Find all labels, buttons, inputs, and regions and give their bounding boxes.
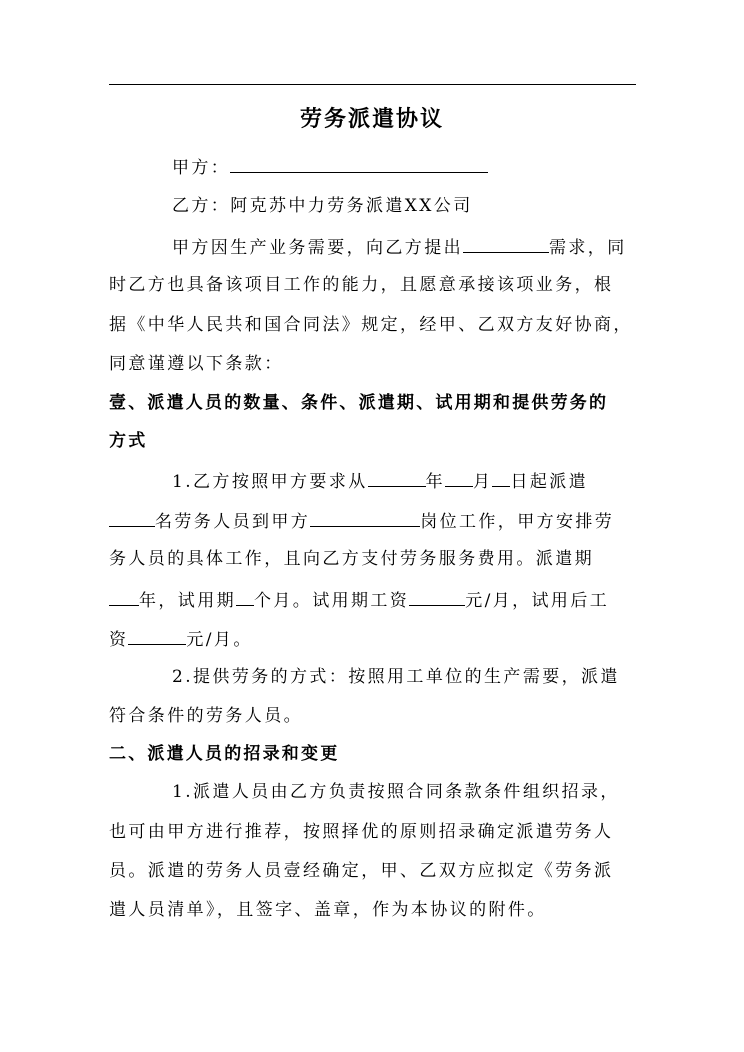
s2-item1-line-3: 员。派遣的劳务人员壹经确定，甲、乙双方应拟定《劳务派 xyxy=(109,861,614,881)
s1-item1-text-month: 月 xyxy=(473,472,493,492)
start-year-blank[interactable] xyxy=(368,470,426,487)
s1-item1-line-1 xyxy=(172,470,588,492)
document-title: 劳务派遣协议 xyxy=(299,106,444,132)
s1-item1-text-1a: 1.乙方按照甲方要求从 xyxy=(172,472,368,492)
s1-item1-text-5b: 元/月。 xyxy=(186,630,253,650)
s1-item1-line-2 xyxy=(109,510,614,532)
requirement-blank[interactable] xyxy=(463,236,549,253)
s2-item1-line-1: 1.派遣人员由乙方负责按照合同条款条件组织招录， xyxy=(172,782,620,802)
intro-line-4: 同意谨遵以下条款： xyxy=(109,354,284,374)
s1-item1-text-2a: 名劳务人员到甲方 xyxy=(155,512,311,532)
s1-item1-text-1d: 日起派遣 xyxy=(510,472,589,492)
start-day-blank[interactable] xyxy=(492,470,510,487)
party-a-label: 甲方： xyxy=(172,158,231,178)
s1-item2-line-2: 符合条件的劳务人员。 xyxy=(109,706,303,726)
start-month-blank[interactable] xyxy=(445,470,473,487)
s1-item1-text-5a: 资 xyxy=(109,630,129,650)
party-a-line xyxy=(172,156,488,178)
section-1-heading-line-2: 方式 xyxy=(109,431,148,451)
probation-wage-blank[interactable] xyxy=(409,589,465,606)
s1-item1-text-4b: 个月。试用期工资 xyxy=(254,591,410,611)
s1-item1-text-2b: 岗位工作，甲方安排劳 xyxy=(420,512,615,532)
intro-line-1 xyxy=(172,236,627,258)
position-blank[interactable] xyxy=(310,510,420,527)
s1-item1-line-4 xyxy=(109,589,609,611)
party-a-blank[interactable] xyxy=(230,156,488,173)
s1-item1-text-4a: 年，试用期 xyxy=(139,591,236,611)
s1-item1-line-3: 务人员的具体工作，且向乙方支付劳务服务费用。派遣期 xyxy=(109,549,594,569)
header-rule xyxy=(109,84,636,85)
s1-item2-line-1: 2.提供劳务的方式：按照用工单位的生产需要，派遣 xyxy=(172,667,620,687)
party-b-line: 乙方：阿克苏中力劳务派遣XX公司 xyxy=(172,196,473,216)
section-2-heading: 二、派遣人员的招录和变更 xyxy=(109,744,340,764)
worker-count-blank[interactable] xyxy=(109,510,155,527)
s2-item1-line-2: 也可由甲方进行推荐，按照择优的原则招录确定派遣劳务人 xyxy=(109,822,614,842)
s1-item1-line-5 xyxy=(109,628,253,650)
s1-item1-text-4c: 元/月，试用后工 xyxy=(465,591,610,611)
intro-text-1b: 需求，同 xyxy=(549,238,627,258)
intro-line-3: 据《中华人民共和国合同法》规定，经甲、乙双方友好协商， xyxy=(109,315,633,335)
intro-line-2: 时乙方也具备该项目工作的能力，且愿意承接该项业务，根 xyxy=(109,275,614,295)
s2-item1-line-4: 遣人员清单》，且签字、盖章，作为本协议的附件。 xyxy=(109,900,547,920)
probation-months-blank[interactable] xyxy=(236,589,254,606)
section-1-heading-line-1: 壹、派遣人员的数量、条件、派遣期、试用期和提供劳务的 xyxy=(109,393,609,413)
intro-text-1a: 甲方因生产业务需要，向乙方提出 xyxy=(172,238,463,258)
s1-item1-text-year: 年 xyxy=(425,472,446,492)
dispatch-years-blank[interactable] xyxy=(109,589,139,606)
regular-wage-blank[interactable] xyxy=(128,628,186,645)
